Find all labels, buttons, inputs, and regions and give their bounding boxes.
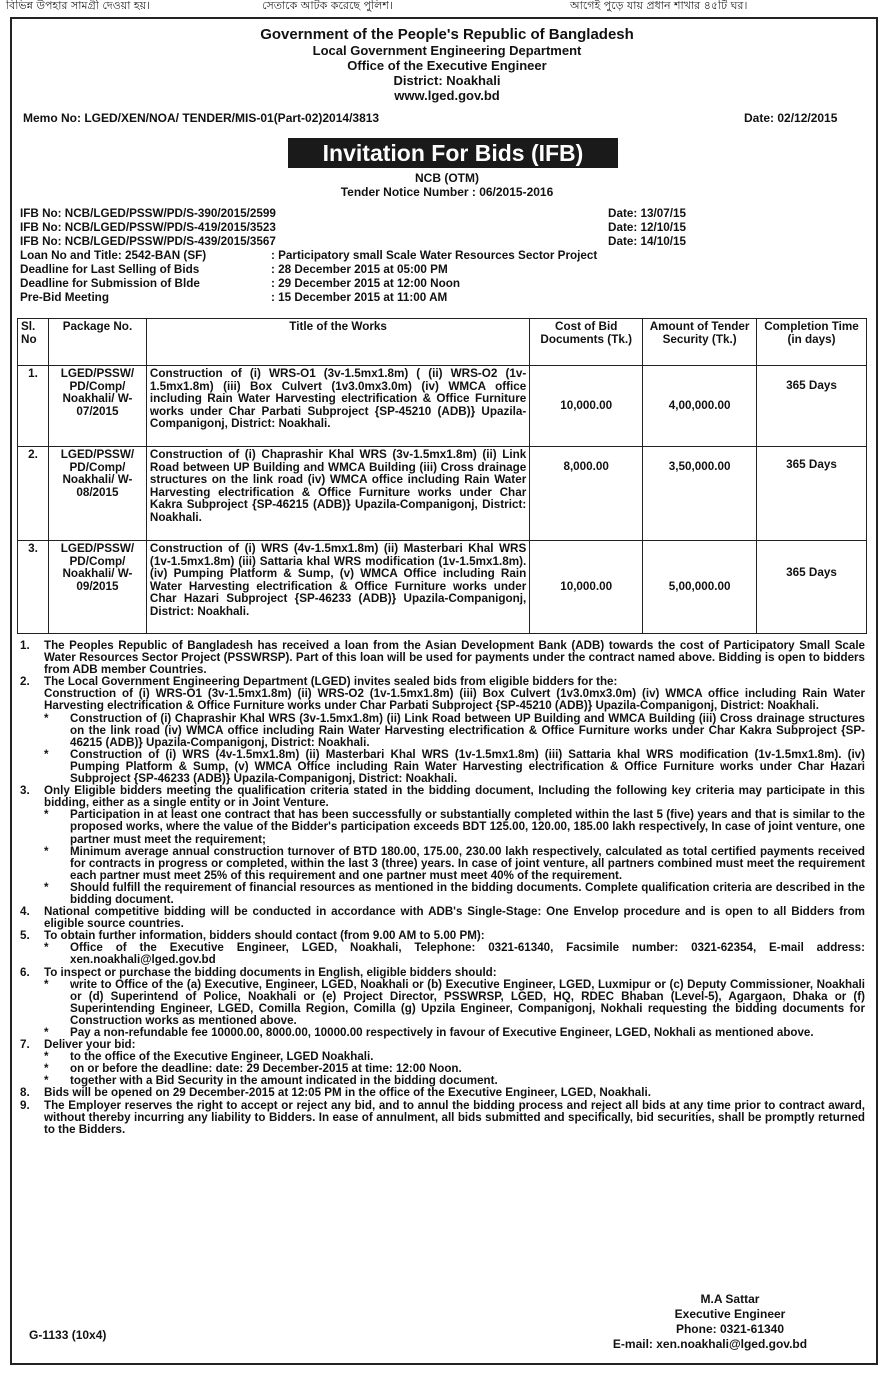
row-sl: 2. <box>18 447 49 541</box>
row-security: 5,00,000.00 <box>643 541 757 634</box>
note-number: 4. <box>20 905 30 919</box>
note-number: 3. <box>20 784 30 798</box>
ncb-label: NCB (OTM) <box>415 171 479 185</box>
note-text: Participation in at least one contract that has been successfully or substantially completed within the last 5 (five) years and that is similar to the proposed works, where the value of the Bidder's participation exceeds BDT 125.00, 120.00, 185.00 lakh respectively, In case of joint venture, one partner must meet the requirement; <box>70 808 865 846</box>
header-package: Package No. <box>48 319 146 366</box>
note-bullet <box>20 749 865 785</box>
ifb-date-1: Date: 13/07/15 <box>608 207 686 220</box>
note-number: 1. <box>20 639 30 652</box>
note-item-9 <box>20 1100 865 1136</box>
note-text: on or before the deadline: date: 29 December-2015 at time: 12:00 Noon. <box>70 1062 462 1076</box>
ad-code: G-1133 (10x4) <box>29 1328 107 1342</box>
header-department: Local Government Engineering Department <box>312 43 582 58</box>
note-text: Only Eligible bidders meeting the qualification criteria stated in the bidding document, Including the following key criteria may participate in this bidding, either as a single entity or in Joint Venture. <box>44 784 865 810</box>
note-number: 7. <box>20 1038 30 1052</box>
note-item-6 <box>20 967 865 979</box>
ifb-date-2: Date: 12/10/15 <box>608 221 686 234</box>
row-time: 365 Days <box>757 447 867 541</box>
row-title: Construction of (i) Chaprashir Khal WRS (3v-1.5mx1.8m) (ii) Link Road between UP Building and WMCA Building (iii) Cross drainage structures on the link road (iv) WMCA office including Rain Water Harvesting electrification & Office Furniture works under Char Kakra Subproject {SP-46215 (ADB)} Upazila-Companigonj, District: Noakhali. <box>146 447 529 541</box>
table-row <box>18 541 867 634</box>
ifb-date-3: Date: 14/10/15 <box>608 235 686 248</box>
top-strip-text-2: সেতাকে আটক করেছে পুলিশ। <box>262 0 393 12</box>
bullet-marker: * <box>44 880 49 894</box>
signature-block <box>612 1292 830 1352</box>
note-number: 2. <box>20 675 30 689</box>
note-item-8 <box>20 1087 865 1099</box>
bullet-marker: * <box>44 808 49 822</box>
note-text: Construction of (i) Chaprashir Khal WRS (3v-1.5mx1.8m) (ii) Link Road between UP Building and WMCA Building (iii) Cross drainage structures on the link road (iv) WMCA office including Rain Water Harvesting electrification & Office Furniture works under Char Kakra Subproject {SP-46215 (ADB)} Upazila-Companigonj, District: Noakhali. <box>70 711 865 749</box>
memo-number: Memo No: LGED/XEN/NOA/ TENDER/MIS-01(Part-02)2014/3813 <box>23 111 380 125</box>
row-package: LGED/PSSW/ PD/Comp/ Noakhali/ W-09/2015 <box>48 541 146 634</box>
note-text: write to Office of the (a) Executive, Engineer, LGED, Noakhali or (b) Executive Engineer, LGED, Luxmipur or (c) Deputy Commissioner, Noakhali or (d) Superintend of Police, Noakhali or (e) Project Director, PSSWRSP, LGED, HQ, RDEC Bhaban (Level-5), Agargaon, Dhaka or (f) Superintending Engineer, LGED, Comilla Region, Comilla (g) Upzila Engineer, Companigonj, Nokhali requesting the bidding documents for Construction works as mentioned above. <box>70 977 865 1027</box>
bullet-marker: * <box>44 1062 49 1076</box>
ifb-number-3: IFB No: NCB/LGED/PSSW/PD/S-439/2015/3567 <box>20 235 276 248</box>
note-text: Office of the Executive Engineer, LGED, Noakhali, Telephone: 0321-61340, Facsimile number: 0321-62354, E-mail address: xen.noakhali@lged.gov.bd <box>70 941 865 967</box>
loan-label: Loan No and Title: 2542-BAN (SF) <box>20 249 207 262</box>
note-item-4 <box>20 906 865 930</box>
table-header-row <box>18 319 867 366</box>
note-text: Pay a non-refundable fee 10000.00, 8000.00, 10000.00 respectively in favour of Executive Engineer, LGED, Nokhali as mentioned above. <box>70 1026 814 1039</box>
row-security: 3,50,000.00 <box>643 447 757 541</box>
selling-deadline-value: : 28 December 2015 at 05:00 PM <box>271 263 448 276</box>
note-text: Minimum average annual construction turnover of BTD 180.00, 175.00, 230.00 lakh respectively, calculated as total certified payments received for contracts in progress or completed, within the last 3 (three) years. In case of joint venture, all partners combined must meet the requirement each partner must meet 25% of this requirement and one partner must meet 40% of the requirement. <box>70 844 865 882</box>
top-strip-text-1: বিভিন্ন উপহার সামগ্রী দেওয়া হয়। <box>6 0 151 12</box>
header-time: Completion Time (in days) <box>757 319 867 366</box>
loan-value: : Participatory small Scale Water Resources Sector Project <box>271 249 598 262</box>
note-text: The Peoples Republic of Bangladesh has received a loan from the Asian Development Bank (ADB) towards the cost of Participatory Small Scale Water Resources Sector Project (PSSWRSP). Part of this loan will be used for payments under the contract named above. Bidding is open to bidders from ADB member Countries. <box>44 639 865 677</box>
bullet-marker: * <box>44 747 49 761</box>
row-package: LGED/PSSW/ PD/Comp/ Noakhali/ W-08/2015 <box>48 447 146 541</box>
note-text: Bids will be opened on 29 December-2015 at 12:05 PM in the office of the Executive Engineer, LGED, Noakhali. <box>44 1086 651 1100</box>
bullet-marker: * <box>44 977 49 991</box>
note-text: Construction of (i) WRS-O1 (3v-1.5mx1.8m) (ii) WRS-O2 (1v-1.5mx1.8m) (iii) Box Culvert (1v3.0mx3.0m) (iv) WMCA office including Rain Water Harvesting electrification & Office Furniture works under Char Parbati Subproject {SP-45210 (ADB)} Upazila-Companigonj, District: Noakhali. <box>44 687 865 713</box>
note-bullet <box>20 846 865 882</box>
bullet-marker: * <box>44 941 49 955</box>
prebid-label: Pre-Bid Meeting <box>20 291 109 304</box>
note-text: Should fulfill the requirement of financial resources as mentioned in the bidding documents. Complete qualification criteria are described in the bidding document. <box>70 880 865 906</box>
note-number: 9. <box>20 1098 30 1112</box>
row-sl: 1. <box>18 366 49 447</box>
signatory-name: M.A Sattar <box>700 1292 760 1306</box>
table-row <box>18 366 867 447</box>
note-text: To obtain further information, bidders should contact (from 9.00 AM to 5.00 PM): <box>44 929 485 943</box>
works-table <box>17 318 867 634</box>
note-number: 8. <box>20 1086 30 1100</box>
note-text: National competitive bidding will be conducted in accordance with ADB's Single-Stage: One Envelop procedure and is open to all Bidders from eligible source countries. <box>44 905 865 931</box>
tender-notice-number: Tender Notice Number : 06/2015-2016 <box>340 185 554 199</box>
row-time: 365 Days <box>757 541 867 634</box>
signatory-phone: Phone: 0321-61340 <box>675 1322 785 1336</box>
note-text: Construction of (i) WRS (4v-1.5mx1.8m) (ii) Masterbari Khal WRS (1v-1.5mx1.8m) (iii) Sattaria khal WRS modification (1v-1.5mx1.8m). (iv) Pumping Platform & Sump, (v) WMCA Office including Rain Water Harvesting electrification & Office Furniture works under Char Hazari Subproject {SP-46233 (ADB)} Upazila-Companigonj, District: Noakhali. <box>70 747 865 786</box>
row-security: 4,00,000.00 <box>643 366 757 447</box>
note-text: To inspect or purchase the bidding documents in English, eligible bidders should: <box>44 965 497 979</box>
bullet-marker: * <box>44 1074 49 1088</box>
note-item-1 <box>20 640 865 676</box>
note-number: 5. <box>20 929 30 943</box>
note-bullet <box>20 979 865 1027</box>
row-title: Construction of (i) WRS-O1 (3v-1.5mx1.8m) ( (ii) WRS-O2 (1v-1.5mx1.8m) (iii) Box Culvert (1v3.0mx3.0m) (iv) WMCA office including Rain Water Harvesting electrification & Office Furniture works under Char Parbati Subproject {SP-45210 (ADB)} Upazila-Companigonj, District: Noakhali. <box>146 366 529 447</box>
bullet-marker: * <box>44 844 49 858</box>
top-strip-text-3: আগেই পুড়ে যায় প্রধান শাখার ৪৫টি ঘর। <box>570 0 748 12</box>
header-cost: Cost of Bid Documents (Tk.) <box>530 319 643 366</box>
row-title: Construction of (i) WRS (4v-1.5mx1.8m) (ii) Masterbari Khal WRS (1v-1.5mx1.8m) (iii) Sattaria khal WRS modification (1v-1.5mx1.8m). (iv) Pumping Platform & Sump, (v) WMCA Office including Rain Water Harvesting electrification & Office Furniture works under Char Hazari Subproject {SP-46233 (ADB)} Upazila-Companigonj, District: Noakhali. <box>146 541 529 634</box>
row-time: 365 Days <box>757 366 867 447</box>
note-bullet <box>20 713 865 749</box>
header-website: www.lged.gov.bd <box>394 88 500 103</box>
selling-deadline-label: Deadline for Last Selling of Bids <box>20 263 200 276</box>
notes-list <box>20 640 865 1136</box>
header-district: District: Noakhali <box>393 73 501 88</box>
bullet-marker: * <box>44 711 49 725</box>
row-cost: 8,000.00 <box>530 447 643 541</box>
top-strip <box>0 0 894 14</box>
bullet-marker: * <box>44 1050 49 1064</box>
row-cost: 10,000.00 <box>530 366 643 447</box>
ifb-title: Invitation For Bids (IFB) <box>288 138 618 168</box>
note-number <box>20 688 44 712</box>
note-text: to the office of the Executive Engineer, LGED Noakhali. <box>70 1050 374 1064</box>
header-office: Office of the Executive Engineer <box>347 58 547 73</box>
note-text: The Employer reserves the right to accept or reject any bid, and to annul the bidding process and reject all bids at any time prior to contract award, without thereby incurring any liability to Bidders. In ease of annulment, all bids submitted and specifically, bid securities, shall be promptly returned to the Bidders. <box>44 1098 865 1136</box>
signatory-email: E-mail: xen.noakhali@lged.gov.bd <box>612 1337 808 1351</box>
bullet-marker: * <box>44 1026 49 1039</box>
note-text: The Local Government Engineering Department (LGED) invites sealed bids from eligible bidders for the: <box>44 675 618 689</box>
note-bullet <box>20 882 865 906</box>
note-item-3 <box>20 785 865 809</box>
prebid-value: : 15 December 2015 at 11:00 AM <box>271 291 448 304</box>
note-text: Deliver your bid: <box>44 1038 136 1052</box>
header-sl: Sl. No <box>18 319 49 366</box>
note-number: 6. <box>20 965 30 979</box>
note-bullet <box>20 942 865 966</box>
note-bullet <box>20 1027 865 1039</box>
note-text: together with a Bid Security in the amount indicated in the bidding document. <box>70 1074 498 1088</box>
submission-deadline-value: : 29 December 2015 at 12:00 Noon <box>271 277 461 290</box>
header-security: Amount of Tender Security (Tk.) <box>643 319 757 366</box>
ifb-number-1: IFB No: NCB/LGED/PSSW/PD/S-390/2015/2599 <box>20 207 276 220</box>
header-government: Government of the People's Republic of Bangladesh <box>260 26 634 43</box>
note-item-2a <box>20 688 865 712</box>
ifb-number-2: IFB No: NCB/LGED/PSSW/PD/S-419/2015/3523 <box>20 221 276 234</box>
row-sl: 3. <box>18 541 49 634</box>
submission-deadline-label: Deadline for Submission of Blde <box>20 277 200 290</box>
note-bullet <box>20 809 865 845</box>
memo-date: Date: 02/12/2015 <box>744 111 838 125</box>
row-cost: 10,000.00 <box>530 541 643 634</box>
row-package: LGED/PSSW/ PD/Comp/ Noakhali/ W-07/2015 <box>48 366 146 447</box>
signatory-title: Executive Engineer <box>674 1307 786 1321</box>
table-row <box>18 447 867 541</box>
header-title: Title of the Works <box>146 319 529 366</box>
